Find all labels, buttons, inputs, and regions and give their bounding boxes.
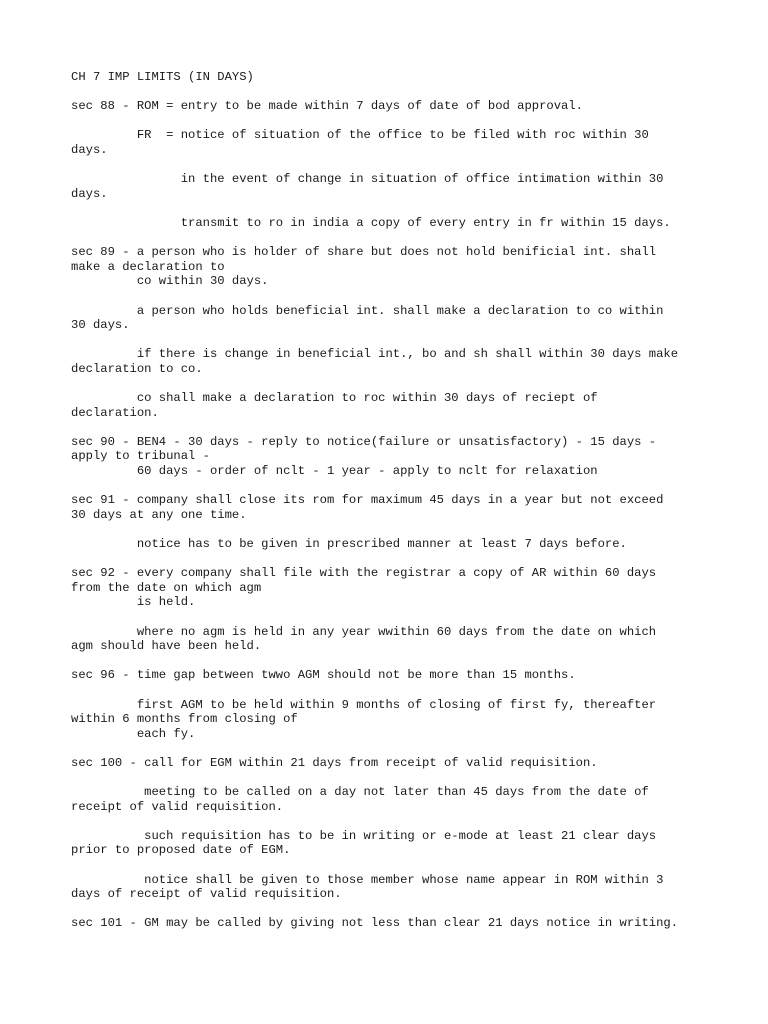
text-line: a person who holds beneficial int. shall make a declaration to co within bbox=[71, 303, 664, 318]
text-line: notice shall be given to those member whose name appear in ROM within 3 bbox=[71, 872, 664, 887]
text-line: is held. bbox=[71, 595, 196, 610]
paragraph-gap bbox=[71, 231, 711, 246]
paragraph bbox=[71, 916, 711, 931]
document-page bbox=[71, 70, 711, 931]
paragraph-gap bbox=[71, 289, 711, 304]
paragraph-gap bbox=[71, 333, 711, 348]
paragraph-gap bbox=[71, 858, 711, 873]
text-line: co shall make a declaration to roc within 30 days of reciept of bbox=[71, 391, 598, 406]
text-line: if there is change in beneficial int., bo and sh shall within 30 days make bbox=[71, 347, 679, 362]
text-line: first AGM to be held within 9 months of closing of first fy, thereafter bbox=[71, 697, 657, 712]
paragraph bbox=[71, 245, 711, 289]
text-line: make a declaration to bbox=[71, 259, 225, 274]
paragraph bbox=[71, 698, 711, 742]
text-line: sec 92 - every company shall file with the registrar a copy of AR within 60 days bbox=[71, 566, 657, 581]
paragraph bbox=[71, 668, 711, 683]
text-line: declaration to co. bbox=[71, 361, 203, 376]
paragraph-gap bbox=[71, 654, 711, 669]
paragraph-gap bbox=[71, 376, 711, 391]
paragraph bbox=[71, 435, 711, 479]
paragraph-gap bbox=[71, 552, 711, 567]
text-line: co within 30 days. bbox=[71, 274, 269, 289]
text-line: days of receipt of valid requisition. bbox=[71, 887, 342, 902]
paragraph bbox=[71, 216, 711, 231]
text-line: agm should have been held. bbox=[71, 639, 262, 654]
paragraph bbox=[71, 493, 711, 522]
paragraph-gap bbox=[71, 771, 711, 786]
paragraph bbox=[71, 829, 711, 858]
paragraph bbox=[71, 99, 711, 114]
text-line: days. bbox=[71, 142, 108, 157]
paragraph-gap bbox=[71, 741, 711, 756]
paragraph bbox=[71, 347, 711, 376]
text-line: days. bbox=[71, 186, 108, 201]
paragraph bbox=[71, 172, 711, 201]
text-line: FR = notice of situation of the office to be filed with roc within 30 bbox=[71, 128, 649, 143]
paragraph bbox=[71, 566, 711, 610]
paragraph bbox=[71, 756, 711, 771]
text-line: sec 90 - BEN4 - 30 days - reply to notice(failure or unsatisfactory) - 15 days - bbox=[71, 434, 657, 449]
text-line: receipt of valid requisition. bbox=[71, 799, 284, 814]
text-line: 60 days - order of nclt - 1 year - apply to nclt for relaxation bbox=[71, 464, 598, 479]
text-line: in the event of change in situation of office intimation within 30 bbox=[71, 172, 664, 187]
paragraph-gap bbox=[71, 479, 711, 494]
text-line: transmit to ro in india a copy of every entry in fr within 15 days. bbox=[71, 215, 671, 230]
paragraph-gap bbox=[71, 114, 711, 129]
text-line: prior to proposed date of EGM. bbox=[71, 843, 291, 858]
text-line: from the date on which agm bbox=[71, 580, 262, 595]
text-line: apply to tribunal - bbox=[71, 449, 210, 464]
text-line: sec 91 - company shall close its rom for maximum 45 days in a year but not exceed bbox=[71, 493, 664, 508]
text-line: 30 days. bbox=[71, 318, 130, 333]
paragraph-gap bbox=[71, 522, 711, 537]
text-line: where no agm is held in any year wwithin 60 days from the date on which bbox=[71, 624, 657, 639]
paragraph-gap bbox=[71, 85, 711, 100]
paragraph bbox=[71, 785, 711, 814]
paragraph bbox=[71, 537, 711, 552]
text-line: sec 96 - time gap between twwo AGM should not be more than 15 months. bbox=[71, 668, 576, 683]
text-line: sec 88 - ROM = entry to be made within 7 days of date of bod approval. bbox=[71, 99, 583, 114]
document-title: CH 7 IMP LIMITS (IN DAYS) bbox=[71, 70, 254, 84]
paragraph bbox=[71, 304, 711, 333]
paragraph-gap bbox=[71, 814, 711, 829]
paragraph-gap bbox=[71, 610, 711, 625]
text-line: each fy. bbox=[71, 726, 196, 741]
paragraph bbox=[71, 128, 711, 157]
text-line: meeting to be called on a day not later than 45 days from the date of bbox=[71, 785, 649, 800]
text-line: sec 100 - call for EGM within 21 days from receipt of valid requisition. bbox=[71, 755, 598, 770]
paragraph-gap bbox=[71, 683, 711, 698]
paragraph bbox=[71, 391, 711, 420]
text-line: such requisition has to be in writing or e-mode at least 21 clear days bbox=[71, 828, 657, 843]
document-body bbox=[71, 85, 711, 931]
text-line: 30 days at any one time. bbox=[71, 507, 247, 522]
paragraph-gap bbox=[71, 158, 711, 173]
paragraph bbox=[71, 625, 711, 654]
paragraph-gap bbox=[71, 420, 711, 435]
text-line: declaration. bbox=[71, 405, 159, 420]
text-line: sec 101 - GM may be called by giving not less than clear 21 days notice in writing. bbox=[71, 916, 679, 931]
text-line: within 6 months from closing of bbox=[71, 712, 298, 727]
text-line: notice has to be given in prescribed manner at least 7 days before. bbox=[71, 537, 627, 551]
text-line: sec 89 - a person who is holder of share but does not hold benificial int. shall bbox=[71, 245, 657, 260]
paragraph bbox=[71, 873, 711, 902]
paragraph-gap bbox=[71, 902, 711, 917]
paragraph-gap bbox=[71, 201, 711, 216]
